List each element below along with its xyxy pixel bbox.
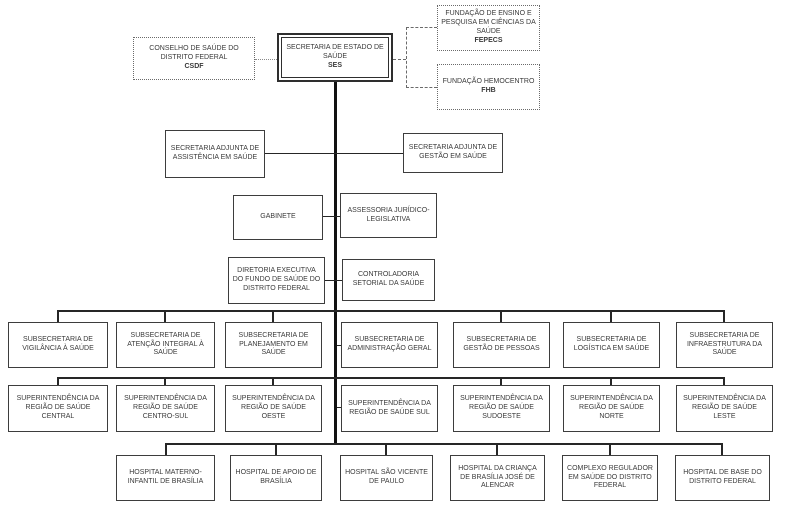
connector-stub — [165, 443, 167, 455]
org-box-complexo-regulador: COMPLEXO REGULADOR EM SAÚDE DO DISTRITO FEDERAL — [562, 455, 658, 501]
org-box-csdf — [133, 37, 255, 80]
org-box-superintendencia-oeste: SUPERINTENDÊNCIA DA REGIÃO DE SAÚDE OESTE — [225, 385, 322, 432]
org-box-diretoria-fundo-saude: DIRETORIA EXECUTIVA DO FUNDO DE SAÚDE DO DISTRITO FEDERAL — [228, 257, 325, 304]
csdf-acronym: CSDF — [184, 62, 204, 70]
org-box-fhb — [437, 64, 540, 110]
csdf-name: CONSELHO DE SAÚDE DO DISTRITO FEDERAL — [149, 45, 239, 62]
org-box-hospital-crianca: HOSPITAL DA CRIANÇA DE BRASÍLIA JOSÉ DE ALENCAR — [450, 455, 545, 501]
fepecs-name: FUNDAÇÃO DE ENSINO E PESQUISA EM CIÊNCIAS DA SAÚDE — [441, 10, 536, 35]
ses-acronym: SES — [327, 61, 342, 69]
org-box-fepecs — [437, 5, 540, 51]
connector-diretoria-controladoria — [325, 280, 342, 281]
connector-stub — [385, 443, 387, 455]
org-box-ses — [277, 33, 393, 82]
org-box-subsecretaria-administracao-geral: SUBSECRETARIA DE ADMINISTRAÇÃO GERAL — [341, 322, 438, 368]
ses-inner-border — [281, 37, 389, 78]
org-box-superintendencia-sul: SUPERINTENDÊNCIA DA REGIÃO DE SAÚDE SUL — [341, 385, 438, 432]
connector-fhb-dashed — [406, 87, 437, 88]
org-box-superintendencia-norte: SUPERINTENDÊNCIA DA REGIÃO DE SAÚDE NORTE — [563, 385, 660, 432]
org-box-secretaria-adjunta-assistencia: SECRETARIA ADJUNTA DE ASSISTÊNCIA EM SAÚDE — [165, 130, 265, 178]
connector-stub — [610, 310, 612, 322]
org-box-subsecretaria-infraestrutura: SUBSECRETARIA DE INFRAESTRUTURA DA SAÚDE — [676, 322, 773, 368]
org-box-hospital-base: HOSPITAL DE BASE DO DISTRITO FEDERAL — [675, 455, 770, 501]
fhb-name: FUNDAÇÃO HEMOCENTRO — [442, 78, 535, 86]
connector-stub — [57, 310, 59, 322]
connector-stub — [164, 377, 166, 385]
connector-stub — [723, 377, 725, 385]
org-box-subsecretaria-vigilancia: SUBSECRETARIA DE VIGILÂNCIA À SAÚDE — [8, 322, 108, 368]
connector-stub — [610, 377, 612, 385]
connector-stub — [272, 310, 274, 322]
org-box-hospital-materno-infantil: HOSPITAL MATERNO-INFANTIL DE BRASÍLIA — [116, 455, 215, 501]
connector-fepecs-dashed — [406, 27, 437, 28]
ses-name: SECRETARIA DE ESTADO DE SAÚDE — [286, 44, 384, 61]
connector-stub — [721, 443, 723, 455]
org-box-subsecretaria-planejamento: SUBSECRETARIA DE PLANEJAMENTO EM SAÚDE — [225, 322, 322, 368]
connector-stub — [164, 310, 166, 322]
fepecs-acronym: FEPECS — [474, 36, 503, 44]
connector-gabinete-assessoria — [323, 216, 340, 217]
org-box-subsecretaria-atencao-integral: SUBSECRETARIA DE ATENÇÃO INTEGRAL À SAÚDE — [116, 322, 215, 368]
connector-stub — [500, 310, 502, 322]
connector-subsecretariats-rail — [57, 310, 725, 312]
org-box-subsecretaria-logistica: SUBSECRETARIA DE LOGÍSTICA EM SAÚDE — [563, 322, 660, 368]
org-box-controladoria-setorial: CONTROLADORIA SETORIAL DA SAÚDE — [342, 259, 435, 301]
fhb-acronym: FHB — [481, 87, 496, 94]
connector-stub — [57, 377, 59, 385]
org-box-superintendencia-central: SUPERINTENDÊNCIA DA REGIÃO DE SAÚDE CENTRAL — [8, 385, 108, 432]
connector-adjuncts — [265, 153, 403, 154]
org-box-hospital-sao-vicente: HOSPITAL SÃO VICENTE DE PAULO — [340, 455, 433, 501]
org-box-superintendencia-sudoeste: SUPERINTENDÊNCIA DA REGIÃO DE SAÚDE SUDOESTE — [453, 385, 550, 432]
org-box-assessoria-juridico-legislativa: ASSESSORIA JURÍDICO-LEGISLATIVA — [340, 193, 437, 238]
connector-hospitals-rail — [165, 443, 723, 445]
org-box-gabinete: GABINETE — [233, 195, 323, 240]
connector-stub — [275, 443, 277, 455]
connector-superintendencies-rail — [57, 377, 725, 379]
connector-stub — [609, 443, 611, 455]
org-box-hospital-apoio: HOSPITAL DE APOIO DE BRASÍLIA — [230, 455, 322, 501]
connector-stub — [272, 377, 274, 385]
connector-stub — [723, 310, 725, 322]
connector-trunk — [334, 82, 337, 444]
org-box-secretaria-adjunta-gestao: SECRETARIA ADJUNTA DE GESTÃO EM SAÚDE — [403, 133, 503, 173]
connector-stub — [496, 443, 498, 455]
connector-csdf-dotted — [255, 59, 277, 60]
org-box-superintendencia-leste: SUPERINTENDÊNCIA DA REGIÃO DE SAÚDE LESTE — [676, 385, 773, 432]
connector-foundations-dashed-vertical — [406, 27, 407, 88]
connector-stub — [500, 377, 502, 385]
org-box-subsecretaria-gestao-pessoas: SUBSECRETARIA DE GESTÃO DE PESSOAS — [453, 322, 550, 368]
connector-ses-dashed — [393, 59, 406, 60]
org-box-superintendencia-centro-sul: SUPERINTENDÊNCIA DA REGIÃO DE SAÚDE CENTRO-SUL — [116, 385, 215, 432]
